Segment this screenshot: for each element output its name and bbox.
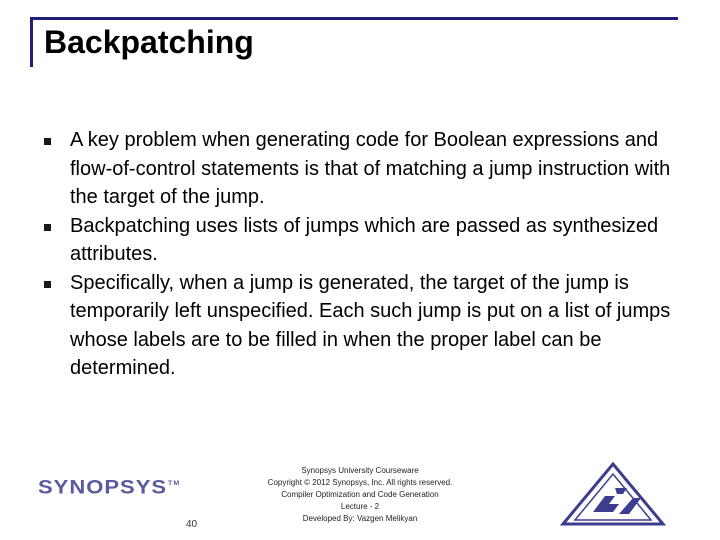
square-bullet-icon xyxy=(44,224,51,231)
synopsys-logo xyxy=(38,475,180,498)
bullet-item xyxy=(40,269,680,383)
bullet-text: Specifically, when a jump is generated, the target of the jump is temporarily left unspecified. Each such jump is put on a list of jumps whose labels are to be filled in when the proper label can be determined. xyxy=(70,271,671,379)
logo-trademark: TM xyxy=(168,480,181,487)
title-frame-left xyxy=(30,17,33,67)
title-frame-top xyxy=(30,17,678,20)
footer-line: Copyright © 2012 Synopsys, Inc. All rights reserved. xyxy=(267,478,453,487)
courseware-footer xyxy=(230,465,490,525)
footer-line: Compiler Optimization and Code Generation xyxy=(281,490,439,499)
bullet-text: Backpatching uses lists of jumps which are passed as synthesized attributes. xyxy=(70,214,659,265)
square-bullet-icon xyxy=(44,138,51,145)
square-bullet-icon xyxy=(44,281,51,288)
bullet-text: A key problem when generating code for Boolean expressions and flow-of-control statements is that of matching a jump instruction with the target of the jump. xyxy=(70,129,671,208)
slide-title: Backpatching xyxy=(44,24,254,60)
footer-line: Synopsys University Courseware xyxy=(301,466,419,475)
bullet-list xyxy=(40,126,680,383)
logo-text: SYNOPSYS xyxy=(38,475,168,498)
university-emblem-icon xyxy=(553,458,673,528)
footer-line: Developed By: Vazgen Melikyan xyxy=(302,514,418,523)
page-number: 40 xyxy=(186,519,198,530)
footer-line: Lecture - 2 xyxy=(340,502,380,511)
bullet-item xyxy=(40,126,680,212)
bullet-item xyxy=(40,212,680,269)
